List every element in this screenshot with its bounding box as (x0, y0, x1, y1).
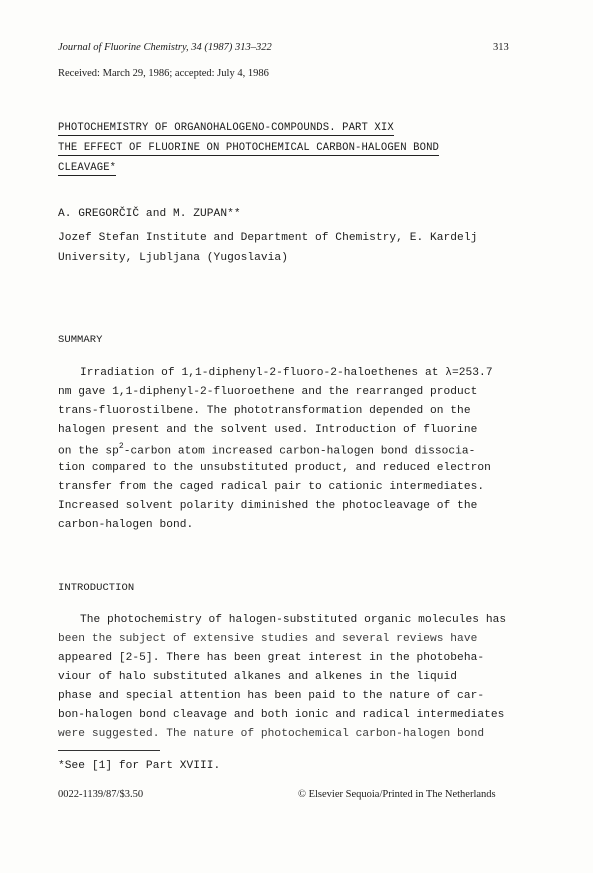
intro-line-4: viour of halo substituted alkanes and alkenes in the liquid (58, 671, 458, 683)
footnote: *See [1] for Part XVIII. (58, 760, 221, 772)
received-date: Received: March 29, 1986; accepted: July 4, 1986 (58, 68, 269, 79)
summary-line-5: on the $sp^2$-carbon atom increased carbon-halogen bond dissocia- (58, 442, 476, 458)
authors: A. GREGORČIČ and M. ZUPAN** (58, 208, 241, 220)
title-line-1: PHOTOCHEMISTRY OF ORGANOHALOGENO-COMPOUNDS. PART XIX (58, 122, 394, 134)
page-number: 313 (493, 42, 509, 53)
summary-line-8: Increased solvent polarity diminished the photocleavage of the (58, 500, 478, 512)
intro-line-2: been the subject of extensive studies and several reviews have (58, 633, 478, 645)
introduction-heading: INTRODUCTION (58, 582, 135, 594)
summary-line-1: Irradiation of 1,1-diphenyl-2-fluoro-2-haloethenes at λ=253.7 (80, 367, 493, 379)
footer-publisher: © Elsevier Sequoia/Printed in The Netherlands (298, 789, 496, 800)
title-line-2: THE EFFECT OF FLUORINE ON PHOTOCHEMICAL CARBON-HALOGEN BOND (58, 142, 439, 154)
intro-line-7: were suggested. The nature of photochemical carbon-halogen bond (58, 728, 485, 740)
summary-heading: SUMMARY (58, 334, 103, 346)
summary-line-2: nm gave 1,1-diphenyl-2-fluoroethene and the rearranged product (58, 386, 478, 398)
affiliation-line-1: Jozef Stefan Institute and Department of Chemistry, E. Kardelj (58, 232, 478, 244)
intro-line-6: bon-halogen bond cleavage and both ionic and radical intermediates (58, 709, 505, 721)
intro-line-1: The photochemistry of halogen-substituted organic molecules has (80, 614, 507, 626)
footnote-rule (58, 750, 160, 751)
summary-line-4: halogen present and the solvent used. Introduction of fluorine (58, 424, 478, 436)
affiliation-line-2: University, Ljubljana (Yugoslavia) (58, 252, 288, 264)
journal-citation: Journal of Fluorine Chemistry, 34 (1987) 313–322 (58, 42, 272, 53)
footer-code: 0022-1139/87/$3.50 (58, 789, 144, 800)
intro-line-5: phase and special attention has been paid to the nature of car- (58, 690, 485, 702)
summary-line-9: carbon-halogen bond. (58, 519, 194, 531)
summary-line-6: tion compared to the unsubstituted product, and reduced electron (58, 462, 491, 474)
intro-line-3: appeared [2-5]. There has been great interest in the photobeha- (58, 652, 485, 664)
title-line-3: CLEAVAGE* (58, 162, 117, 174)
summary-line-7: transfer from the caged radical pair to cationic intermediates. (58, 481, 485, 493)
summary-line-3: trans-fluorostilbene. The phototransformation depended on the (58, 405, 471, 417)
